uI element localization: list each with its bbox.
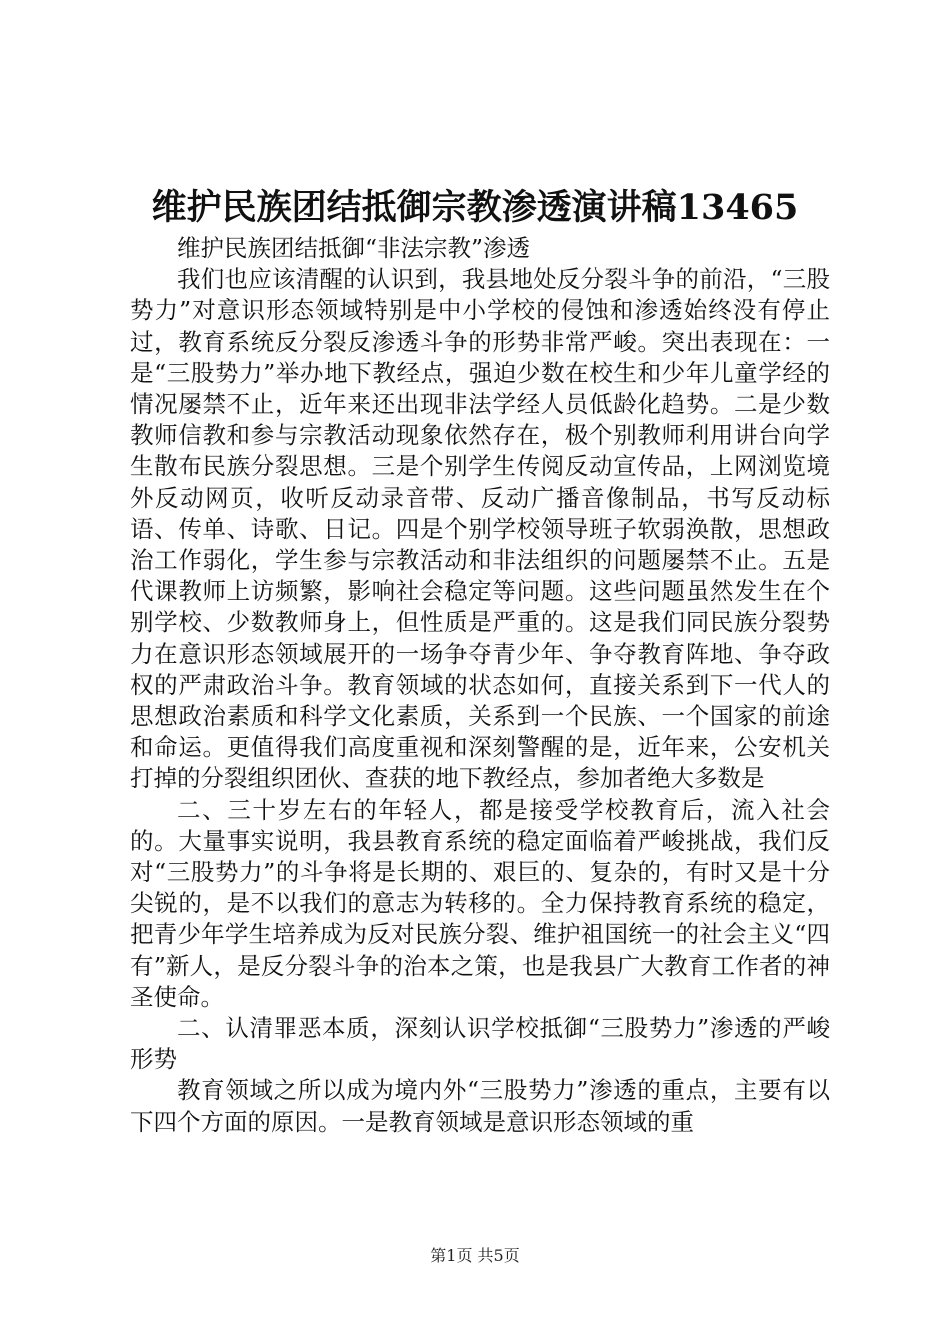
- subtitle-paragraph: 维护民族团结抵御“非法宗教”渗透: [177, 234, 531, 262]
- document-body: [130, 233, 830, 1138]
- body-paragraph: 二、三十岁左右的年轻人，都是接受学校教育后，流入社会的。大量事实说明，我县教育系统的稳定面临着严峻挑战，我们反对“三股势力”的斗争将是长期的、艰巨的、复杂的，有时又是十分尖锐的，是不以我们的意志为转移的。全力保持教育系统的稳定，把青少年学生培养成为反对民族分裂、维护祖国统一的社会主义“四有”新人，是反分裂斗争的治本之策，也是我县广大教育工作者的神圣使命。: [130, 795, 830, 1011]
- document-title: 维护民族团结抵御宗教渗透演讲稿13465: [151, 187, 799, 228]
- body-paragraph: 教育领域之所以成为境内外“三股势力”渗透的重点，主要有以下四个方面的原因。一是教育领域是意识形态领域的重: [130, 1076, 830, 1136]
- body-paragraph: 我们也应该清醒的认识到，我县地处反分裂斗争的前沿，“三股势力”对意识形态领域特别是中小学校的侵蚀和渗透始终没有停止过，教育系统反分裂反渗透斗争的形势非常严峻。突出表现在：一是“三股势力”举办地下教经点，强迫少数在校生和少年儿童学经的情况屡禁不止，近年来还出现非法学经人员低龄化趋势。二是少数教师信教和参与宗教活动现象依然存在，极个别教师利用讲台向学生散布民族分裂思想。三是个别学生传阅反动宣传品，上网浏览境外反动网页，收听反动录音带、反动广播音像制品，书写反动标语、传单、诗歌、日记。四是个别学校领导班子软弱涣散，思想政治工作弱化，学生参与宗教活动和非法组织的问题屡禁不止。五是代课教师上访频繁，影响社会稳定等问题。这些问题虽然发生在个别学校、少数教师身上，但性质是严重的。这是我们同民族分裂势力在意识形态领域展开的一场争夺青少年、争夺教育阵地、争夺政权的严肃政治斗争。教育领域的状态如何，直接关系到下一代人的思想政治素质和科学文化素质，关系到一个民族、一个国家的前途和命运。更值得我们高度重视和深刻警醒的是，近年来，公安机关打掉的分裂组织团伙、查获的地下教经点，参加者绝大多数是: [130, 265, 830, 793]
- page-number-footer: 第1页 共5页: [430, 1246, 520, 1265]
- section-heading-paragraph: 二、认清罪恶本质，深刻认识学校抵御“三股势力”渗透的严峻形势: [130, 1014, 830, 1074]
